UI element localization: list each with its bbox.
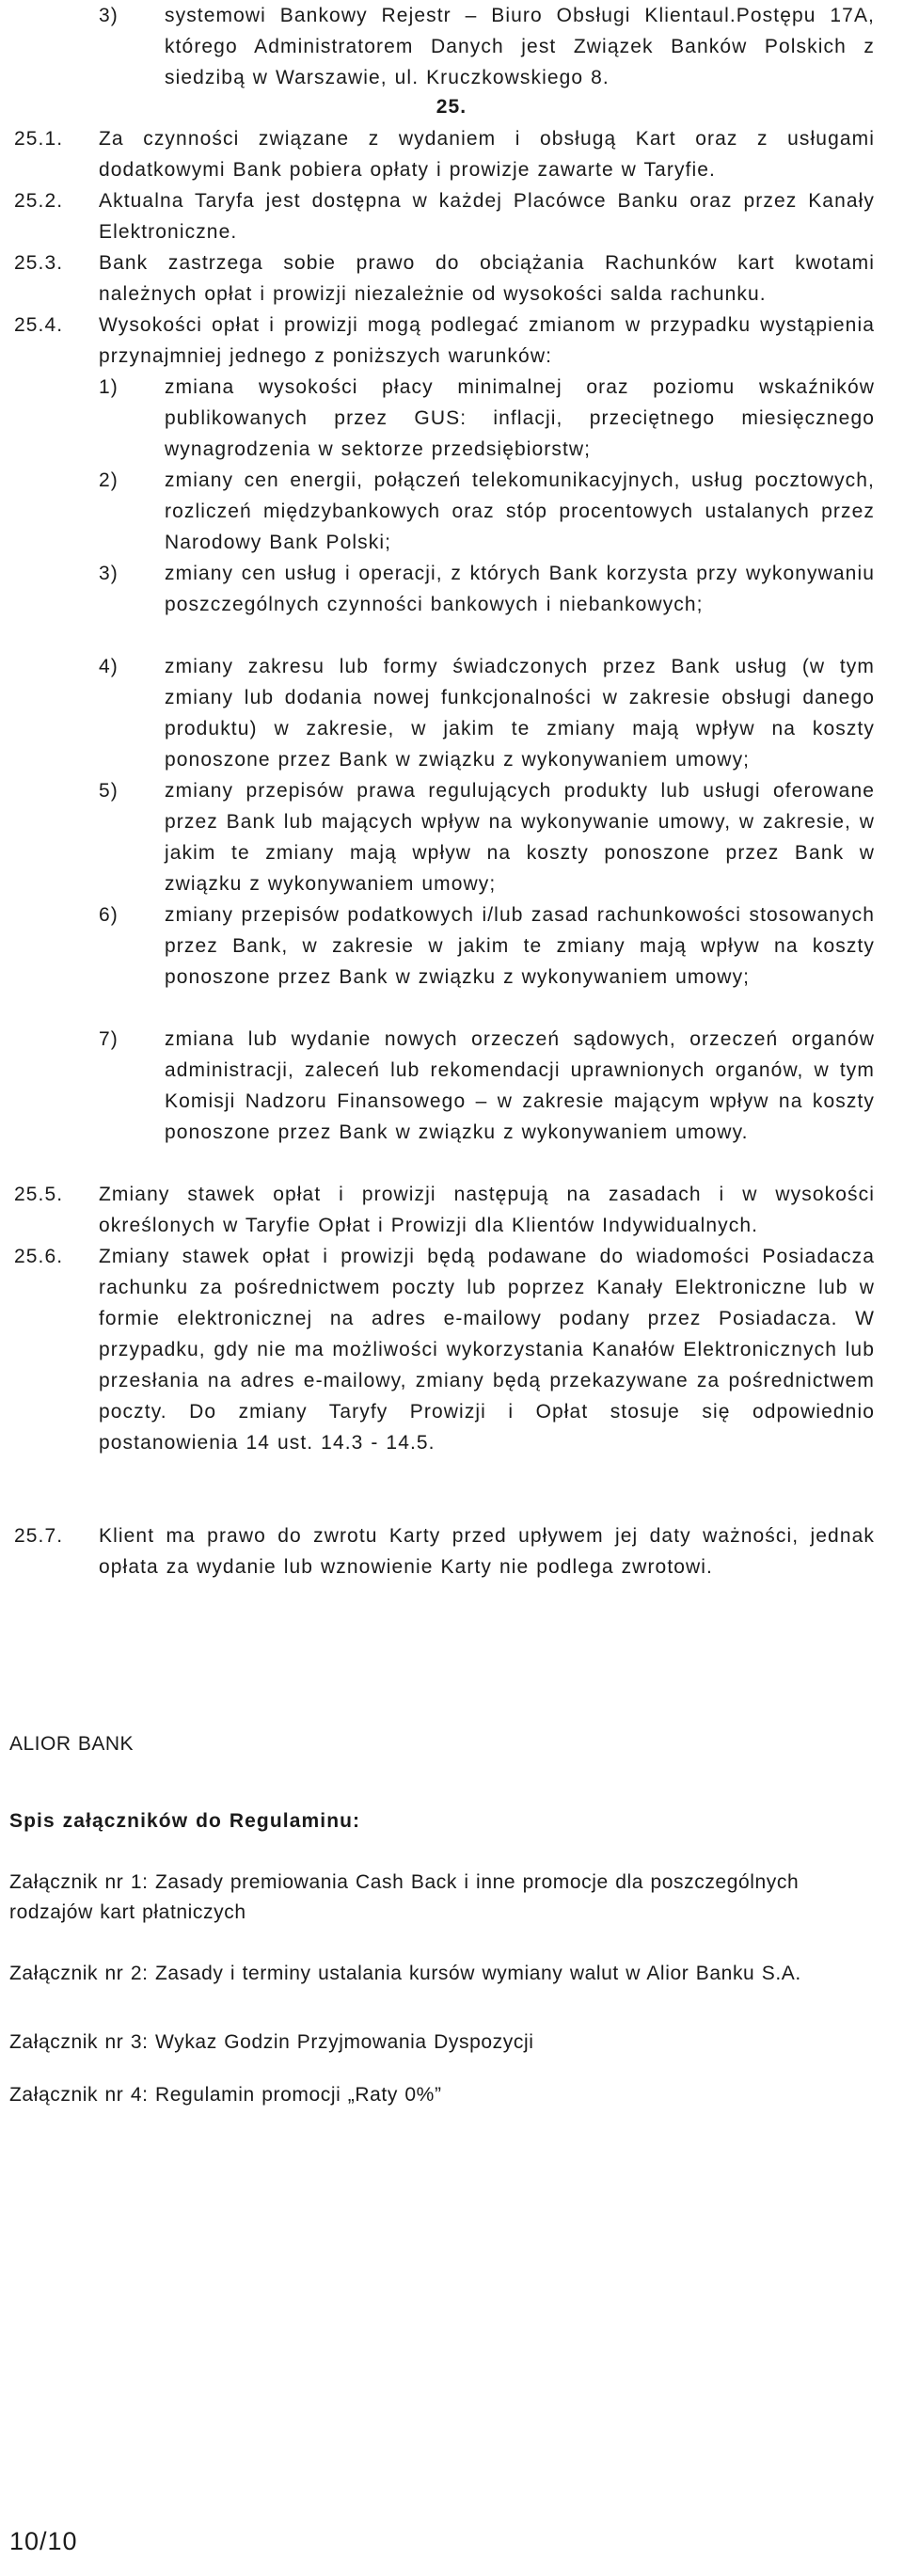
- annex-item: Załącznik nr 1: Zasady premiowania Cash Back i inne promocje dla poszczególnych rodzajów kart płatniczych: [9, 1871, 800, 1923]
- section-text: Za czynności związane z wydaniem i obsługą Kart oraz z usługami dodatkowymi Bank pobiera opłaty i prowizje zawarte w Taryfie.: [99, 128, 875, 181]
- condition-number: 6): [99, 904, 119, 926]
- section-number: 25.2.: [14, 190, 64, 212]
- section-number: 25.7.: [14, 1525, 64, 1547]
- condition-item: [99, 651, 875, 775]
- condition-text: zmiany przepisów podatkowych i/lub zasad rachunkowości stosowanych przez Bank, w zakresie w jakim te zmiany mają wpływ na koszty ponoszone przez Bank w związku z wykonywaniem umowy;: [165, 904, 875, 988]
- section-25-1: [14, 123, 875, 185]
- list-item-text: systemowi Bankowy Rejestr – Biuro Obsługi Klientaul.Postępu 17A, którego Administratorem Danych jest Związek Banków Polskich z siedzibą w Warszawie, ul. Kruczkowskiego 8.: [165, 5, 875, 88]
- section-text: Aktualna Taryfa jest dostępna w każdej Placówce Banku oraz przez Kanały Elektroniczne.: [99, 190, 875, 243]
- section-25-3: [14, 247, 875, 310]
- condition-text: zmiany cen usług i operacji, z których Bank korzysta przy wykonywaniu poszczególnych czynności bankowych i niebankowych;: [165, 563, 875, 615]
- section-number: 25.4.: [14, 314, 64, 336]
- condition-number: 1): [99, 376, 119, 398]
- condition-item: [99, 465, 875, 558]
- section-text: Klient ma prawo do zwrotu Karty przed upływem jej daty ważności, jednak opłata za wydanie lub wznowienie Karty nie podlega zwrotowi.: [99, 1525, 875, 1578]
- section-number: 25.3.: [14, 252, 64, 274]
- section-text: Wysokości opłat i prowizji mogą podlegać zmianom w przypadku wystąpienia przynajmniej jednego z poniższych warunków:: [99, 314, 875, 367]
- condition-number: 4): [99, 656, 119, 677]
- section-25-2: [14, 185, 875, 247]
- condition-text: zmiany przepisów prawa regulujących produkty lub usługi oferowane przez Bank lub mających wpływ na wykonywanie umowy, w zakresie, w jakim te zmiany mają wpływ na koszty ponoszone przez Bank w związku z wykonywaniem umowy;: [165, 780, 875, 895]
- condition-number: 2): [99, 469, 119, 491]
- annex-item: Załącznik nr 4: Regulamin promocji „Raty 0%”: [9, 2084, 442, 2106]
- section-text: Zmiany stawek opłat i prowizji będą podawane do wiadomości Posiadacza rachunku za pośrednictwem poczty lub poprzez Kanały Elektroniczne lub w formie elektronicznej na adres e-mailowy podany przez Posiadacza. W przypadku, gdy nie ma możliwości wykorzystania Kanałów Elektronicznych lub przesłania na adres e-mailowy, zmiany będą przekazywane za pośrednictwem poczty. Do zmiany Taryfy Prowizji i Opłat stosuje się odpowiednio postanowienia 14 ust. 14.3 - 14.5.: [99, 1246, 875, 1454]
- list-item-number: 3): [99, 5, 119, 26]
- section-number: 25.6.: [14, 1246, 64, 1267]
- section-25-4: [14, 310, 875, 372]
- list-item: [99, 0, 875, 93]
- section-25-6: [14, 1241, 875, 1458]
- condition-number: 7): [99, 1028, 119, 1050]
- condition-item: [99, 1024, 875, 1148]
- condition-number: 3): [99, 563, 119, 584]
- section-text: Bank zastrzega sobie prawo do obciążania Rachunków kart kwotami należnych opłat i prowizji niezależnie od wysokości salda rachunku.: [99, 252, 875, 305]
- section-25-5: [14, 1179, 875, 1241]
- condition-text: zmiana wysokości płacy minimalnej oraz poziomu wskaźników publikowanych przez GUS: inflacji, przeciętnego miesięcznego wynagrodzenia w sektorze przedsiębiorstw;: [165, 376, 875, 460]
- condition-item: [99, 899, 875, 993]
- section-text: Zmiany stawek opłat i prowizji następują na zasadach i w wysokości określonych w Taryfie Opłat i Prowizji dla Klientów Indywidualnych.: [99, 1184, 875, 1236]
- condition-number: 5): [99, 780, 119, 802]
- condition-item: [99, 372, 875, 465]
- section-25-7: [14, 1520, 875, 1582]
- annex-item: Załącznik nr 2: Zasady i terminy ustalania kursów wymiany walut w Alior Banku S.A.: [9, 1963, 801, 1984]
- annex-list-title: Spis załączników do Regulaminu:: [9, 1810, 361, 1832]
- condition-item: [99, 558, 875, 620]
- condition-text: zmiany cen energii, połączeń telekomunikacyjnych, usług pocztowych, rozliczeń międzybankowych oraz stóp procentowych ustalanych przez Narodowy Bank Polski;: [165, 469, 875, 553]
- page-number: 10/10: [9, 2527, 78, 2555]
- condition-text: zmiany zakresu lub formy świadczonych przez Bank usług (w tym zmiany lub dodania nowej funkcjonalności w zakresie obsługi danego produktu) w zakresie, w jakim te zmiany mają wpływ na koszty ponoszone przez Bank w związku z wykonywaniem umowy;: [165, 656, 875, 771]
- condition-text: zmiana lub wydanie nowych orzeczeń sądowych, orzeczeń organów administracji, zaleceń lub rekomendacji uprawnionych organów, w tym Komisji Nadzoru Finansowego – w zakresie mającym wpływ na koszty ponoszone przez Bank w związku z wykonywaniem umowy.: [165, 1028, 875, 1143]
- section-number: 25.1.: [14, 128, 64, 150]
- section-number: 25.5.: [14, 1184, 64, 1205]
- condition-item: [99, 775, 875, 899]
- chapter-number: 25.: [436, 96, 467, 118]
- annex-item: Załącznik nr 3: Wykaz Godzin Przyjmowania Dyspozycji: [9, 2031, 534, 2053]
- company-name: ALIOR BANK: [9, 1733, 135, 1755]
